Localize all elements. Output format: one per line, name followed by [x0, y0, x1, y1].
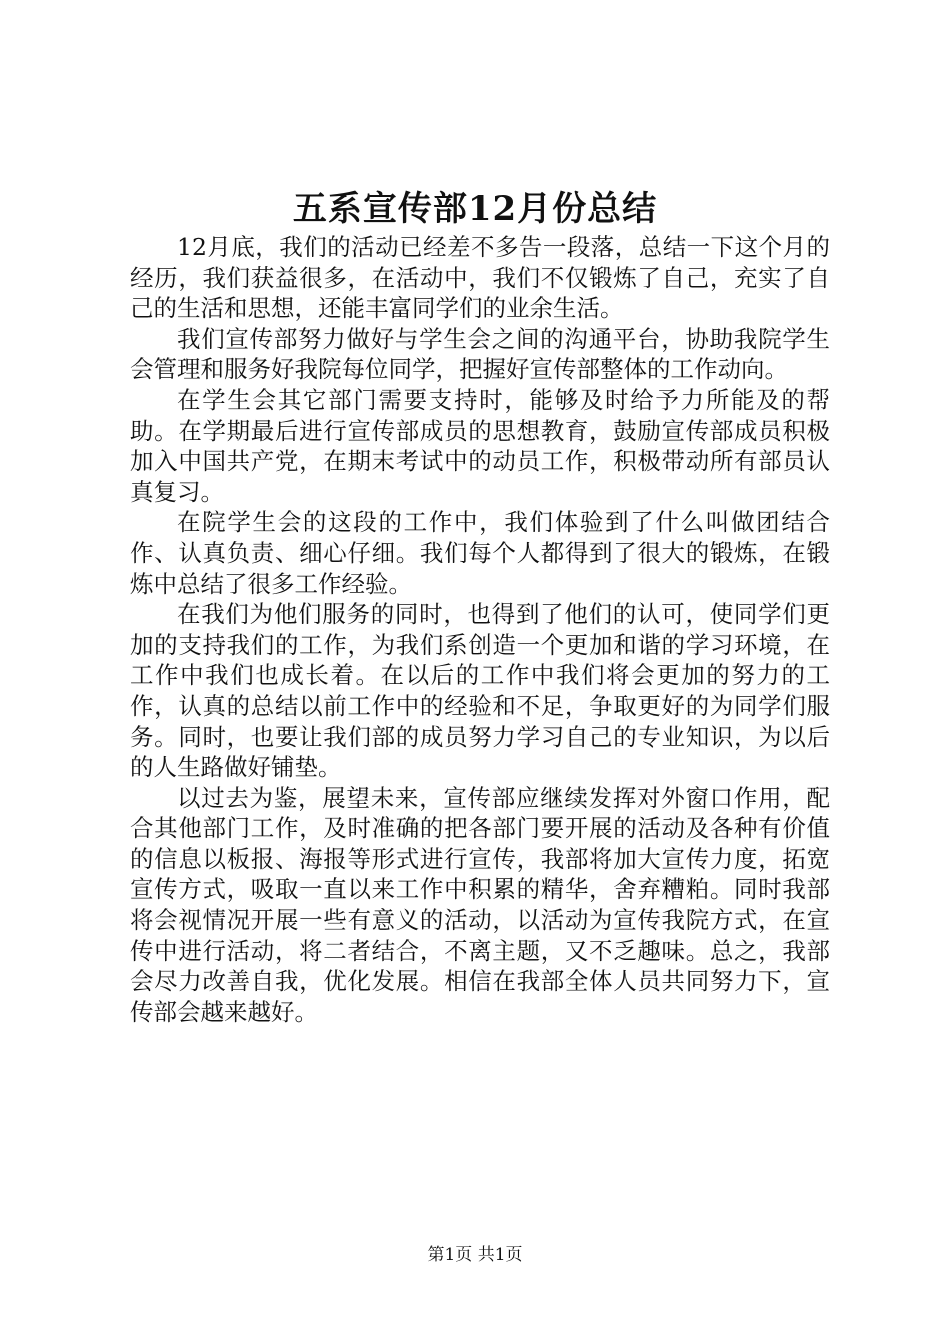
paragraph-2: 我们宣传部努力做好与学生会之间的沟通平台，协助我院学生会管理和服务好我院每位同学，把握好宣传部整体的工作动向。	[130, 324, 830, 384]
document-title: 五系宣传部12月份总结	[292, 189, 658, 229]
paragraph-6: 以过去为鉴，展望未来，宣传部应继续发挥对外窗口作用，配合其他部门工作，及时准确的把各部门要开展的活动及各种有价值的信息以板报、海报等形式进行宣传，我部将加大宣传力度，拓宽宣传方式，吸取一直以来工作中积累的精华，舍弃糟粕。同时我部将会视情况开展一些有意义的活动，以活动为宣传我院方式，在宣传中进行活动，将二者结合，不离主题，又不乏趣味。总之，我部会尽力改善自我，优化发展。相信在我部全体人员共同努力下，宣传部会越来越好。	[130, 783, 830, 1026]
paragraph-4: 在院学生会的这段的工作中，我们体验到了什么叫做团结合作、认真负责、细心仔细。我们每个人都得到了很大的锻炼，在锻炼中总结了很多工作经验。	[130, 508, 830, 598]
paragraph-1: 12月底，我们的活动已经差不多告一段落，总结一下这个月的经历，我们获益很多，在活动中，我们不仅锻炼了自己，充实了自己的生活和思想，还能丰富同学们的业余生活。	[130, 233, 830, 323]
paragraph-3: 在学生会其它部门需要支持时，能够及时给予力所能及的帮助。在学期最后进行宣传部成员的思想教育，鼓励宣传部成员积极加入中国共产党，在期末考试中的动员工作，积极带动所有部员认真复习。	[130, 385, 830, 506]
document-body	[130, 232, 830, 1027]
paragraph-5: 在我们为他们服务的同时，也得到了他们的认可，使同学们更加的支持我们的工作，为我们系创造一个更加和谐的学习环境，在工作中我们也成长着。在以后的工作中我们将会更加的努力的工作，认真的总结以前工作中的经验和不足，争取更好的为同学们服务。同时，也要让我们部的成员努力学习自己的专业知识，为以后的人生路做好铺垫。	[130, 600, 830, 782]
page-number-footer: 第1页 共1页	[427, 1245, 523, 1265]
